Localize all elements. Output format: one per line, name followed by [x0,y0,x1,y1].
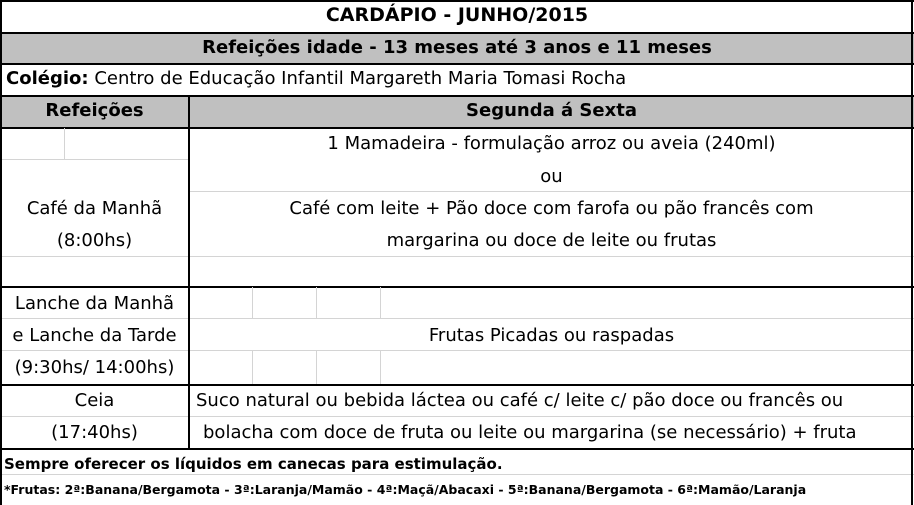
grid-line [64,128,65,159]
breakfast-line-3: Café com leite + Pão doce com farofa ou pão francês com [289,198,814,219]
grid-line [0,318,189,319]
border-school [0,95,914,97]
grid-line [0,159,64,160]
grid-line [380,287,381,318]
grid-line [252,287,253,318]
grid-line [0,256,189,257]
school-label: Colégio: [6,68,89,89]
grid-line [0,416,914,417]
grid-line [252,350,253,384]
border-column-divider [188,96,190,448]
school-name: Centro de Educação Infantil Margareth Maria Tomasi Rocha [94,68,627,89]
breakfast-name: Café da Manhã [26,198,163,219]
breakfast-line-2: ou [540,166,563,187]
grid-line [64,159,189,160]
school-line [6,67,626,91]
grid-line [0,350,189,351]
border-subtitle [0,63,914,65]
breakfast-line-1: 1 Mamadeira - formulação arroz ou aveia (240ml) [327,133,776,154]
snack-time: (9:30hs/ 14:00hs) [14,357,175,378]
supper-name: Ceia [74,390,115,411]
col-header-days: Segunda á Sexta [466,100,637,121]
border-breakfast [0,286,914,288]
grid-line [380,350,381,384]
snack-menu: Frutas Picadas ou raspadas [428,325,675,346]
age-subtitle: Refeições idade - 13 meses até 3 anos e 11 meses [202,37,712,58]
grid-line [0,474,914,475]
border-header [0,127,914,129]
fruits-label: *Frutas: [4,482,61,497]
supper-line-2: bolacha com doce de fruta ou leite ou margarina (se necessário) + fruta [203,422,857,443]
breakfast-line-4: margarina ou doce de leite ou frutas [386,230,717,251]
grid-line [316,287,317,318]
supper-line-1: Suco natural ou bebida láctea ou café c/ leite c/ pão doce ou francês ou [196,390,844,411]
grid-line [189,350,914,351]
col-header-meals: Refeições [45,100,144,121]
breakfast-time: (8:00hs) [56,230,133,251]
snack-name-2: e Lanche da Tarde [12,325,177,346]
grid-line [189,318,914,319]
grid-line [189,256,914,257]
border-top [0,0,914,2]
note-line: Sempre oferecer os líquidos em canecas para estimulação. [4,455,503,473]
supper-time: (17:40hs) [51,422,138,443]
border-snack [0,384,914,386]
page-title: CARDÁPIO - JUNHO/2015 [325,4,589,26]
border-supper [0,448,914,450]
fruits-line [4,478,914,502]
border-left [0,0,2,505]
snack-name-1: Lanche da Manhã [14,293,175,314]
border-right [911,0,913,505]
grid-line [189,191,914,192]
border-title [0,32,914,34]
fruits-schedule: 2ª:Banana/Bergamota - 3ª:Laranja/Mamão - 4ª:Maçã/Abacaxi - 5ª:Banana/Bergamota - 6ª:Mamão/Laranja [64,482,807,497]
grid-line [316,350,317,384]
